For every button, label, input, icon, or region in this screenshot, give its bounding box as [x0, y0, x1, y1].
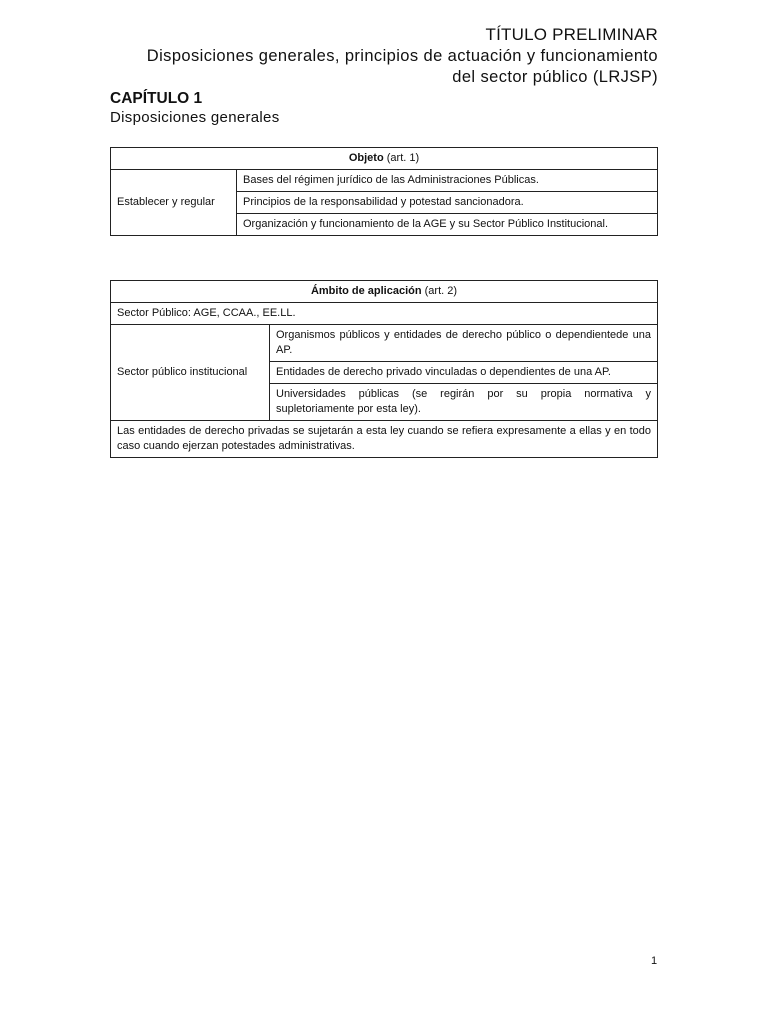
chapter-subtitle: Disposiciones generales	[110, 109, 280, 126]
heading-block	[110, 24, 658, 88]
chapter-title: CAPÍTULO 1	[110, 90, 203, 107]
titulo-subtitle-line2: del sector público (LRJSP)	[452, 68, 658, 86]
table-row	[111, 170, 658, 192]
sector-publico-cell: Sector Público: AGE, CCAA., EE.LL.	[111, 303, 658, 325]
table-row	[111, 148, 658, 170]
ambito-table	[110, 280, 658, 458]
page-number: 1	[651, 955, 658, 967]
objeto-header-title: Objeto	[348, 152, 384, 164]
objeto-item: Bases del régimen jurídico de las Administraciones Públicas.	[237, 170, 658, 192]
objeto-item: Organización y funcionamiento de la AGE y su Sector Público Institucional.	[237, 214, 658, 236]
objeto-table	[110, 147, 658, 236]
ambito-item: Universidades públicas (se regirán por su propia normativa y supletoriamente por esta ley).	[270, 384, 658, 421]
table-row	[111, 325, 658, 362]
objeto-left-cell: Establecer y regular	[111, 170, 237, 236]
table-row	[111, 421, 658, 458]
objeto-header	[111, 148, 658, 170]
chapter-block	[110, 89, 280, 127]
ambito-footer-cell: Las entidades de derecho privadas se sujetarán a esta ley cuando se refiera expresamente a ellas y en todo caso cuando ejerzan potestades administrativas.	[111, 421, 658, 458]
ambito-item: Organismos públicos y entidades de derecho público o dependientede una AP.	[270, 325, 658, 362]
ambito-header-title: Ámbito de aplicación	[310, 285, 422, 297]
table-row	[111, 281, 658, 303]
ambito-left-cell: Sector público institucional	[111, 325, 270, 421]
objeto-header-ref: (art. 1)	[386, 152, 420, 164]
objeto-item: Principios de la responsabilidad y potestad sancionadora.	[237, 192, 658, 214]
titulo-preliminar: TÍTULO PRELIMINAR	[485, 25, 658, 44]
ambito-item: Entidades de derecho privado vinculadas o dependientes de una AP.	[270, 362, 658, 384]
titulo-subtitle-line1: Disposiciones generales, principios de actuación y funcionamiento	[146, 47, 658, 65]
ambito-header	[111, 281, 658, 303]
table-row	[111, 303, 658, 325]
ambito-header-ref: (art. 2)	[424, 285, 458, 297]
